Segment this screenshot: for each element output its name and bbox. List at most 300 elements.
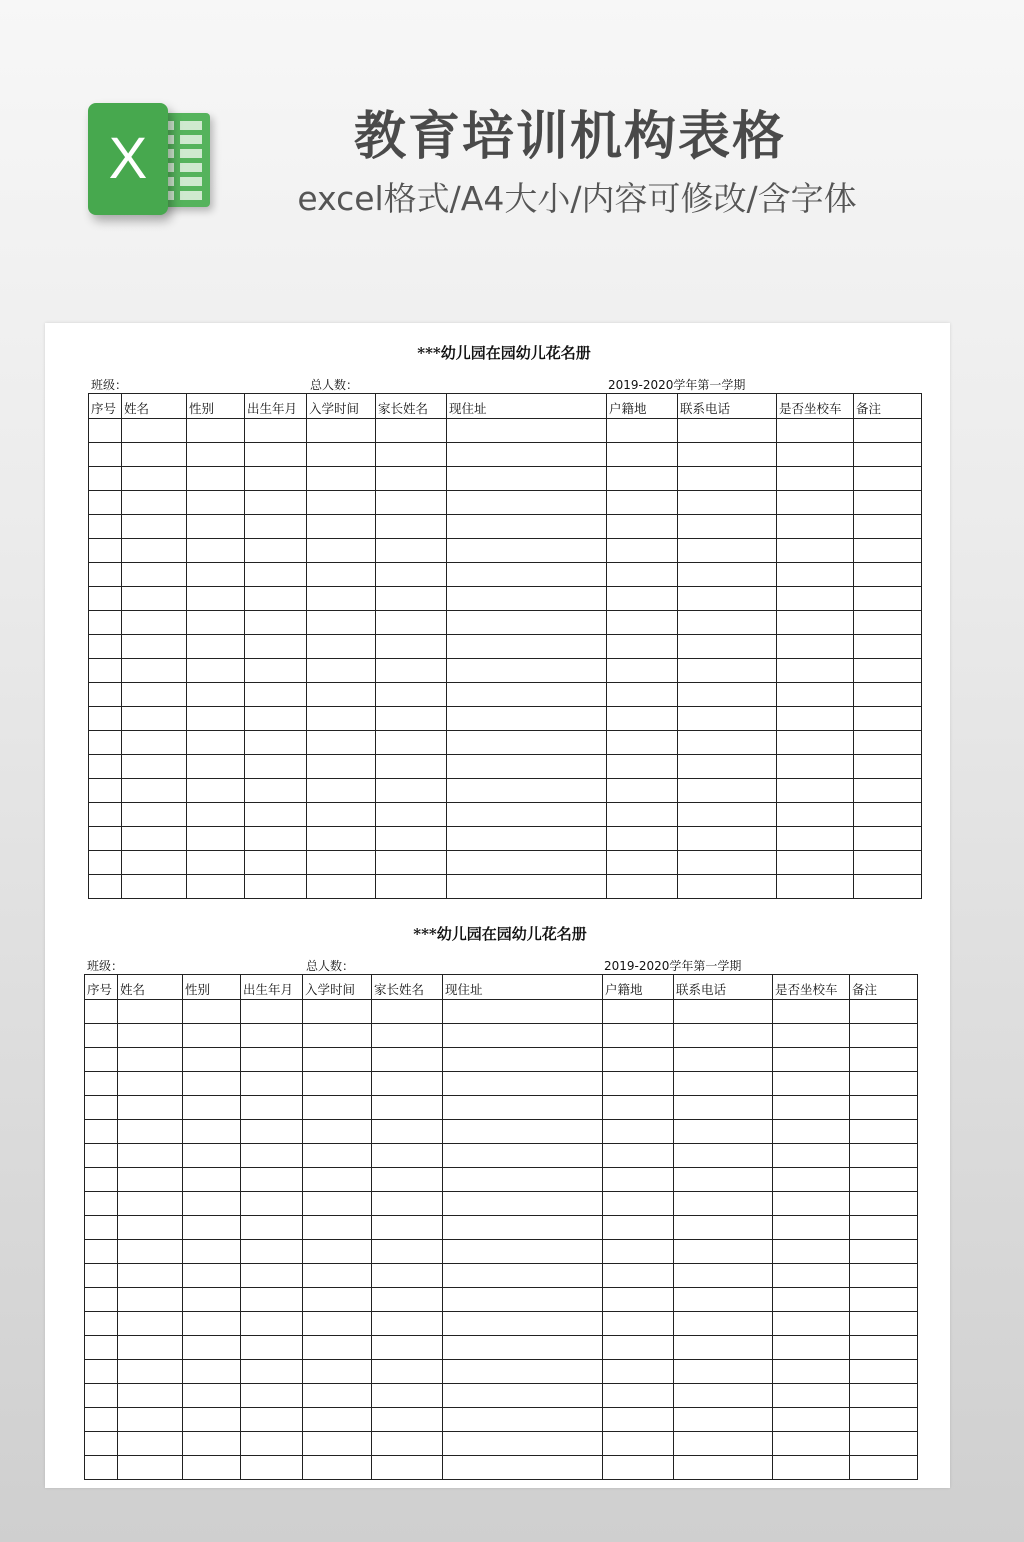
table-cell[interactable]: [674, 1144, 773, 1168]
table-cell[interactable]: [447, 635, 607, 659]
table-cell[interactable]: [443, 1144, 603, 1168]
table-cell[interactable]: [118, 1264, 183, 1288]
table-cell[interactable]: [850, 1000, 918, 1024]
table-cell[interactable]: [678, 779, 777, 803]
table-cell[interactable]: [187, 611, 245, 635]
table-cell[interactable]: [447, 515, 607, 539]
table-cell[interactable]: [607, 491, 678, 515]
table-cell[interactable]: [89, 851, 122, 875]
table-cell[interactable]: [372, 1048, 443, 1072]
table-cell[interactable]: [678, 827, 777, 851]
table-cell[interactable]: [245, 635, 307, 659]
table-cell[interactable]: [678, 539, 777, 563]
table-cell[interactable]: [777, 587, 854, 611]
table-cell[interactable]: [674, 1192, 773, 1216]
table-cell[interactable]: [678, 875, 777, 899]
table-cell[interactable]: [372, 1360, 443, 1384]
table-cell[interactable]: [303, 1024, 372, 1048]
table-cell[interactable]: [85, 1192, 118, 1216]
table-cell[interactable]: [118, 1144, 183, 1168]
table-cell[interactable]: [777, 515, 854, 539]
table-cell[interactable]: [854, 707, 922, 731]
table-cell[interactable]: [678, 611, 777, 635]
table-cell[interactable]: [607, 755, 678, 779]
table-cell[interactable]: [607, 731, 678, 755]
table-cell[interactable]: [245, 803, 307, 827]
table-cell[interactable]: [245, 875, 307, 899]
table-cell[interactable]: [376, 875, 447, 899]
table-cell[interactable]: [443, 1456, 603, 1480]
table-cell[interactable]: [603, 1408, 674, 1432]
table-cell[interactable]: [603, 1096, 674, 1120]
table-cell[interactable]: [674, 1024, 773, 1048]
table-cell[interactable]: [89, 587, 122, 611]
table-cell[interactable]: [241, 1456, 303, 1480]
table-cell[interactable]: [443, 1240, 603, 1264]
table-cell[interactable]: [183, 1216, 241, 1240]
table-cell[interactable]: [850, 1432, 918, 1456]
table-cell[interactable]: [303, 1312, 372, 1336]
table-cell[interactable]: [607, 539, 678, 563]
table-cell[interactable]: [183, 1456, 241, 1480]
table-cell[interactable]: [89, 803, 122, 827]
table-cell[interactable]: [447, 611, 607, 635]
table-cell[interactable]: [850, 1024, 918, 1048]
table-cell[interactable]: [777, 419, 854, 443]
table-cell[interactable]: [376, 779, 447, 803]
table-cell[interactable]: [307, 539, 376, 563]
table-cell[interactable]: [376, 755, 447, 779]
table-cell[interactable]: [850, 1264, 918, 1288]
table-cell[interactable]: [376, 683, 447, 707]
table-cell[interactable]: [372, 1096, 443, 1120]
table-cell[interactable]: [245, 779, 307, 803]
table-cell[interactable]: [678, 683, 777, 707]
table-cell[interactable]: [245, 563, 307, 587]
table-cell[interactable]: [187, 851, 245, 875]
table-cell[interactable]: [118, 1360, 183, 1384]
table-cell[interactable]: [854, 875, 922, 899]
table-cell[interactable]: [122, 803, 187, 827]
table-cell[interactable]: [777, 803, 854, 827]
table-cell[interactable]: [241, 1048, 303, 1072]
table-cell[interactable]: [773, 1000, 850, 1024]
table-cell[interactable]: [372, 1312, 443, 1336]
table-cell[interactable]: [187, 515, 245, 539]
table-cell[interactable]: [376, 827, 447, 851]
table-cell[interactable]: [307, 419, 376, 443]
table-cell[interactable]: [372, 1144, 443, 1168]
table-cell[interactable]: [674, 1312, 773, 1336]
table-cell[interactable]: [854, 587, 922, 611]
table-cell[interactable]: [603, 1432, 674, 1456]
table-cell[interactable]: [854, 731, 922, 755]
table-cell[interactable]: [678, 635, 777, 659]
table-cell[interactable]: [89, 683, 122, 707]
table-cell[interactable]: [854, 683, 922, 707]
table-cell[interactable]: [443, 1192, 603, 1216]
table-cell[interactable]: [307, 827, 376, 851]
table-cell[interactable]: [183, 1168, 241, 1192]
table-cell[interactable]: [122, 827, 187, 851]
table-cell[interactable]: [372, 1192, 443, 1216]
table-cell[interactable]: [85, 1336, 118, 1360]
table-cell[interactable]: [307, 587, 376, 611]
table-cell[interactable]: [674, 1432, 773, 1456]
table-cell[interactable]: [118, 1096, 183, 1120]
table-cell[interactable]: [89, 443, 122, 467]
table-cell[interactable]: [674, 1216, 773, 1240]
table-cell[interactable]: [674, 1096, 773, 1120]
table-cell[interactable]: [85, 1408, 118, 1432]
table-cell[interactable]: [603, 1360, 674, 1384]
table-cell[interactable]: [443, 1000, 603, 1024]
table-cell[interactable]: [603, 1336, 674, 1360]
table-cell[interactable]: [307, 515, 376, 539]
table-cell[interactable]: [447, 875, 607, 899]
table-cell[interactable]: [307, 467, 376, 491]
table-cell[interactable]: [303, 1192, 372, 1216]
table-cell[interactable]: [678, 515, 777, 539]
table-cell[interactable]: [118, 1456, 183, 1480]
table-cell[interactable]: [603, 1264, 674, 1288]
table-cell[interactable]: [187, 419, 245, 443]
table-cell[interactable]: [607, 611, 678, 635]
table-cell[interactable]: [603, 1240, 674, 1264]
table-cell[interactable]: [443, 1096, 603, 1120]
table-cell[interactable]: [777, 635, 854, 659]
table-cell[interactable]: [187, 827, 245, 851]
table-cell[interactable]: [678, 803, 777, 827]
table-cell[interactable]: [89, 659, 122, 683]
table-cell[interactable]: [245, 419, 307, 443]
table-cell[interactable]: [118, 1024, 183, 1048]
table-cell[interactable]: [447, 587, 607, 611]
table-cell[interactable]: [773, 1096, 850, 1120]
table-cell[interactable]: [603, 1312, 674, 1336]
table-cell[interactable]: [674, 1336, 773, 1360]
table-cell[interactable]: [372, 1456, 443, 1480]
table-cell[interactable]: [773, 1312, 850, 1336]
table-cell[interactable]: [307, 875, 376, 899]
table-cell[interactable]: [89, 875, 122, 899]
table-cell[interactable]: [183, 1432, 241, 1456]
table-cell[interactable]: [773, 1264, 850, 1288]
table-cell[interactable]: [678, 491, 777, 515]
table-cell[interactable]: [89, 419, 122, 443]
table-cell[interactable]: [607, 443, 678, 467]
table-cell[interactable]: [241, 1096, 303, 1120]
table-cell[interactable]: [118, 1000, 183, 1024]
table-cell[interactable]: [603, 1024, 674, 1048]
table-cell[interactable]: [372, 1384, 443, 1408]
table-cell[interactable]: [854, 563, 922, 587]
table-cell[interactable]: [607, 467, 678, 491]
table-cell[interactable]: [307, 779, 376, 803]
table-cell[interactable]: [850, 1408, 918, 1432]
table-cell[interactable]: [854, 467, 922, 491]
table-cell[interactable]: [443, 1168, 603, 1192]
table-cell[interactable]: [89, 635, 122, 659]
table-cell[interactable]: [241, 1288, 303, 1312]
table-cell[interactable]: [183, 1000, 241, 1024]
table-cell[interactable]: [443, 1072, 603, 1096]
table-cell[interactable]: [183, 1120, 241, 1144]
table-cell[interactable]: [187, 683, 245, 707]
table-cell[interactable]: [854, 515, 922, 539]
table-cell[interactable]: [118, 1216, 183, 1240]
table-cell[interactable]: [118, 1120, 183, 1144]
table-cell[interactable]: [118, 1240, 183, 1264]
table-cell[interactable]: [773, 1120, 850, 1144]
table-cell[interactable]: [376, 587, 447, 611]
table-cell[interactable]: [122, 587, 187, 611]
table-cell[interactable]: [187, 563, 245, 587]
table-cell[interactable]: [850, 1288, 918, 1312]
table-cell[interactable]: [307, 611, 376, 635]
table-cell[interactable]: [674, 1456, 773, 1480]
table-cell[interactable]: [777, 659, 854, 683]
table-cell[interactable]: [122, 659, 187, 683]
table-cell[interactable]: [303, 1384, 372, 1408]
table-cell[interactable]: [307, 683, 376, 707]
table-cell[interactable]: [307, 635, 376, 659]
table-cell[interactable]: [678, 587, 777, 611]
table-cell[interactable]: [447, 419, 607, 443]
table-cell[interactable]: [607, 659, 678, 683]
table-cell[interactable]: [447, 443, 607, 467]
table-cell[interactable]: [89, 539, 122, 563]
table-cell[interactable]: [850, 1216, 918, 1240]
table-cell[interactable]: [372, 1216, 443, 1240]
table-cell[interactable]: [85, 1096, 118, 1120]
table-cell[interactable]: [678, 659, 777, 683]
table-cell[interactable]: [85, 1384, 118, 1408]
table-cell[interactable]: [376, 563, 447, 587]
table-cell[interactable]: [376, 635, 447, 659]
table-cell[interactable]: [603, 1144, 674, 1168]
table-cell[interactable]: [854, 611, 922, 635]
table-cell[interactable]: [777, 443, 854, 467]
table-cell[interactable]: [85, 1168, 118, 1192]
table-cell[interactable]: [447, 683, 607, 707]
table-cell[interactable]: [854, 635, 922, 659]
table-cell[interactable]: [122, 563, 187, 587]
table-cell[interactable]: [245, 539, 307, 563]
table-cell[interactable]: [854, 443, 922, 467]
table-cell[interactable]: [777, 755, 854, 779]
table-cell[interactable]: [245, 491, 307, 515]
table-cell[interactable]: [773, 1048, 850, 1072]
table-cell[interactable]: [674, 1288, 773, 1312]
table-cell[interactable]: [122, 875, 187, 899]
table-cell[interactable]: [603, 1072, 674, 1096]
table-cell[interactable]: [187, 779, 245, 803]
table-cell[interactable]: [89, 755, 122, 779]
table-cell[interactable]: [183, 1312, 241, 1336]
table-cell[interactable]: [607, 779, 678, 803]
table-cell[interactable]: [674, 1264, 773, 1288]
table-cell[interactable]: [607, 803, 678, 827]
table-cell[interactable]: [118, 1384, 183, 1408]
table-cell[interactable]: [773, 1192, 850, 1216]
table-cell[interactable]: [674, 1360, 773, 1384]
table-cell[interactable]: [777, 827, 854, 851]
table-cell[interactable]: [773, 1240, 850, 1264]
table-cell[interactable]: [447, 851, 607, 875]
table-cell[interactable]: [372, 1336, 443, 1360]
table-cell[interactable]: [241, 1072, 303, 1096]
table-cell[interactable]: [607, 707, 678, 731]
table-cell[interactable]: [850, 1168, 918, 1192]
table-cell[interactable]: [854, 659, 922, 683]
table-cell[interactable]: [245, 683, 307, 707]
table-cell[interactable]: [372, 1072, 443, 1096]
table-cell[interactable]: [854, 851, 922, 875]
table-cell[interactable]: [303, 1288, 372, 1312]
table-cell[interactable]: [777, 851, 854, 875]
table-cell[interactable]: [85, 1312, 118, 1336]
table-cell[interactable]: [773, 1024, 850, 1048]
table-cell[interactable]: [183, 1048, 241, 1072]
table-cell[interactable]: [241, 1408, 303, 1432]
table-cell[interactable]: [372, 1408, 443, 1432]
table-cell[interactable]: [183, 1024, 241, 1048]
table-cell[interactable]: [85, 1144, 118, 1168]
table-cell[interactable]: [674, 1408, 773, 1432]
table-cell[interactable]: [607, 419, 678, 443]
table-cell[interactable]: [85, 1432, 118, 1456]
table-cell[interactable]: [850, 1360, 918, 1384]
table-cell[interactable]: [372, 1000, 443, 1024]
table-cell[interactable]: [89, 467, 122, 491]
table-cell[interactable]: [85, 1216, 118, 1240]
table-cell[interactable]: [854, 491, 922, 515]
table-cell[interactable]: [607, 635, 678, 659]
table-cell[interactable]: [245, 587, 307, 611]
table-cell[interactable]: [773, 1144, 850, 1168]
table-cell[interactable]: [303, 1240, 372, 1264]
table-cell[interactable]: [85, 1288, 118, 1312]
table-cell[interactable]: [183, 1072, 241, 1096]
table-cell[interactable]: [245, 659, 307, 683]
table-cell[interactable]: [241, 1384, 303, 1408]
table-cell[interactable]: [674, 1240, 773, 1264]
table-cell[interactable]: [245, 827, 307, 851]
table-cell[interactable]: [241, 1336, 303, 1360]
table-cell[interactable]: [376, 611, 447, 635]
table-cell[interactable]: [447, 707, 607, 731]
table-cell[interactable]: [307, 563, 376, 587]
table-cell[interactable]: [187, 707, 245, 731]
table-cell[interactable]: [447, 803, 607, 827]
table-cell[interactable]: [854, 827, 922, 851]
table-cell[interactable]: [376, 731, 447, 755]
table-cell[interactable]: [187, 587, 245, 611]
table-cell[interactable]: [678, 443, 777, 467]
table-cell[interactable]: [376, 539, 447, 563]
table-cell[interactable]: [777, 683, 854, 707]
table-cell[interactable]: [376, 515, 447, 539]
table-cell[interactable]: [443, 1264, 603, 1288]
table-cell[interactable]: [603, 1192, 674, 1216]
table-cell[interactable]: [854, 755, 922, 779]
table-cell[interactable]: [443, 1024, 603, 1048]
table-cell[interactable]: [307, 803, 376, 827]
table-cell[interactable]: [118, 1192, 183, 1216]
table-cell[interactable]: [447, 659, 607, 683]
table-cell[interactable]: [447, 491, 607, 515]
table-cell[interactable]: [854, 803, 922, 827]
table-cell[interactable]: [777, 611, 854, 635]
table-cell[interactable]: [245, 731, 307, 755]
table-cell[interactable]: [850, 1192, 918, 1216]
table-cell[interactable]: [372, 1120, 443, 1144]
table-cell[interactable]: [245, 467, 307, 491]
table-cell[interactable]: [447, 779, 607, 803]
table-cell[interactable]: [241, 1216, 303, 1240]
table-cell[interactable]: [307, 659, 376, 683]
table-cell[interactable]: [678, 851, 777, 875]
table-cell[interactable]: [607, 851, 678, 875]
table-cell[interactable]: [183, 1336, 241, 1360]
table-cell[interactable]: [187, 491, 245, 515]
table-cell[interactable]: [777, 539, 854, 563]
table-cell[interactable]: [443, 1288, 603, 1312]
table-cell[interactable]: [183, 1384, 241, 1408]
table-cell[interactable]: [245, 851, 307, 875]
table-cell[interactable]: [607, 563, 678, 587]
table-cell[interactable]: [122, 467, 187, 491]
table-cell[interactable]: [777, 779, 854, 803]
table-cell[interactable]: [118, 1072, 183, 1096]
table-cell[interactable]: [241, 1024, 303, 1048]
table-cell[interactable]: [303, 1432, 372, 1456]
table-cell[interactable]: [607, 683, 678, 707]
table-cell[interactable]: [850, 1240, 918, 1264]
table-cell[interactable]: [773, 1360, 850, 1384]
table-cell[interactable]: [187, 635, 245, 659]
table-cell[interactable]: [303, 1000, 372, 1024]
table-cell[interactable]: [183, 1360, 241, 1384]
table-cell[interactable]: [850, 1096, 918, 1120]
table-cell[interactable]: [187, 539, 245, 563]
table-cell[interactable]: [773, 1168, 850, 1192]
table-cell[interactable]: [773, 1336, 850, 1360]
table-cell[interactable]: [773, 1408, 850, 1432]
table-cell[interactable]: [307, 755, 376, 779]
table-cell[interactable]: [850, 1336, 918, 1360]
table-cell[interactable]: [850, 1456, 918, 1480]
table-cell[interactable]: [674, 1072, 773, 1096]
table-cell[interactable]: [376, 491, 447, 515]
table-cell[interactable]: [85, 1456, 118, 1480]
table-cell[interactable]: [603, 1456, 674, 1480]
table-cell[interactable]: [122, 443, 187, 467]
table-cell[interactable]: [307, 491, 376, 515]
table-cell[interactable]: [183, 1288, 241, 1312]
table-cell[interactable]: [443, 1048, 603, 1072]
table-cell[interactable]: [89, 707, 122, 731]
table-cell[interactable]: [303, 1168, 372, 1192]
table-cell[interactable]: [307, 851, 376, 875]
table-cell[interactable]: [187, 443, 245, 467]
table-cell[interactable]: [850, 1144, 918, 1168]
table-cell[interactable]: [678, 707, 777, 731]
table-cell[interactable]: [85, 1360, 118, 1384]
table-cell[interactable]: [303, 1360, 372, 1384]
table-cell[interactable]: [850, 1312, 918, 1336]
